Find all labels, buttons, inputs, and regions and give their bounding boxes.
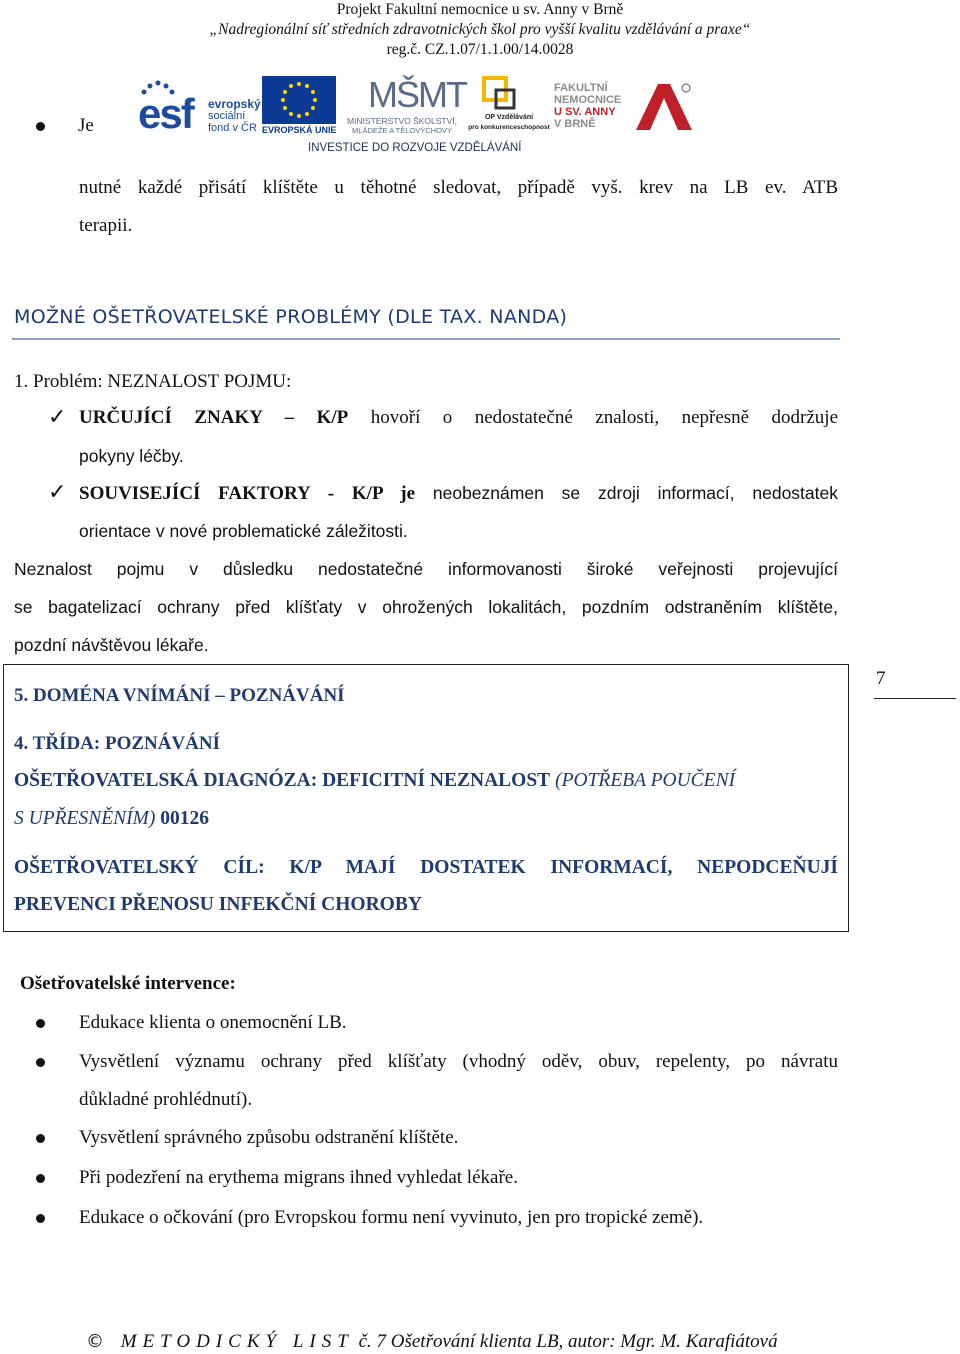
problem-item1-text: hovoří o nedostatečné znalosti, nepřesně dodržuje xyxy=(348,407,839,428)
esf-line1: evropský xyxy=(208,97,261,111)
op-emblem-icon xyxy=(468,76,550,116)
bullet-icon xyxy=(36,1134,45,1143)
intro-bullet-word: Je xyxy=(78,115,94,136)
eu-label: EVROPSKÁ UNIE xyxy=(262,125,337,135)
bullet-icon xyxy=(36,1174,45,1183)
footer-info: č. 7 Ošetřování klienta LB, autor: Mgr. M. Karafiátová xyxy=(353,1331,778,1352)
copyright-icon: © xyxy=(86,1331,104,1352)
header-project: Projekt Fakultní nemocnice u sv. Anny v Brně xyxy=(336,1,624,18)
op-logo xyxy=(468,76,550,136)
problem-item1-line2: pokyny léčby. xyxy=(79,446,184,466)
domain-heading: 5. DOMÉNA VNÍMÁNÍ – POZNÁVÁNÍ xyxy=(14,685,345,706)
intervention-item: Edukace klienta o onemocnění LB. xyxy=(79,1012,347,1033)
diagnosis-italic2: S UPŘESNĚNÍM) xyxy=(14,808,156,829)
problem-paragraph-line2: se bagatelizací ochrany před klíšťaty v ohrožených lokalitách, pozdním odstraněním klíštěte, xyxy=(14,597,838,617)
op-line2: pro konkurenceschopnost xyxy=(468,124,550,131)
checkmark-icon: ✓ xyxy=(48,480,67,505)
fn-line1: FAKULTNÍ xyxy=(554,82,608,94)
class-heading: 4. TŘÍDA: POZNÁVÁNÍ xyxy=(14,733,221,754)
bullet-icon xyxy=(36,1058,45,1067)
intervention-item: Edukace o očkování (pro Evropskou formu není vyvinuto, jen pro tropické země). xyxy=(79,1207,704,1228)
problem-item2 xyxy=(79,481,838,506)
problem-item1-label: URČUJÍCÍ ZNAKY – K/P xyxy=(79,407,349,428)
msmt-line2: MLÁDEŽE A TĚLOVÝCHOVY xyxy=(352,126,452,135)
fn-line3: U SV. ANNY xyxy=(554,106,616,118)
problem-item1 xyxy=(79,406,838,430)
intro-bullet-icon xyxy=(36,122,45,131)
msmt-logo xyxy=(340,76,464,136)
diagnosis-italic1: (POTŘEBA POUČENÍ xyxy=(550,770,736,791)
esf-logo xyxy=(136,78,261,137)
problem-item2-label: SOUVISEJÍCÍ FAKTORY - K/P je xyxy=(79,483,416,504)
interventions-heading: Ošetřovatelské intervence: xyxy=(20,973,236,994)
fn-line4: V BRNĚ xyxy=(554,118,596,130)
op-line1: OP Vzdělávání xyxy=(484,114,534,121)
msmt-line1: MINISTERSTVO ŠKOLSTVÍ, xyxy=(346,116,458,126)
section-divider xyxy=(12,338,840,340)
diagnosis-code: 00126 xyxy=(155,808,209,829)
fn-line2: NEMOCNICE xyxy=(554,94,622,106)
goal-line1: OŠETŘOVATELSKÝ CÍL: K/P MAJÍ DOSTATEK INFORMACÍ, NEPODCEŇUJÍ xyxy=(14,857,838,878)
bullet-icon xyxy=(36,1214,45,1223)
bullet-icon xyxy=(36,1019,45,1028)
intervention-item: Vysvětlení správného způsobu odstranění klíštěte. xyxy=(79,1127,459,1148)
problem-heading: 1. Problém: NEZNALOST POJMU: xyxy=(14,371,292,392)
esf-line3: fond v ČR xyxy=(208,122,257,134)
page-number-rule xyxy=(874,698,956,699)
diagnosis-line2 xyxy=(14,807,209,831)
problem-paragraph-line1: Neznalost pojmu v důsledku nedostatečné informovanosti široké veřejnosti projevující xyxy=(14,559,838,579)
diagnosis-line1 xyxy=(14,769,735,793)
logo-band xyxy=(136,76,696,158)
esf-mark: esf xyxy=(138,90,193,137)
investice-tagline: INVESTICE DO ROZVOJE VZDĚLÁVÁNÍ xyxy=(308,142,522,154)
page-number: 7 xyxy=(876,668,886,689)
intervention-item-continued: důkladné prohlédnutí). xyxy=(79,1089,253,1110)
footer-doc-type: METODICKÝ LIST xyxy=(120,1331,354,1352)
intro-line1: nutné každé přisátí klíštěte u těhotné sledovat, případě vyš. krev na LB ev. ATB xyxy=(79,177,838,198)
footer xyxy=(86,1330,778,1354)
eu-logo xyxy=(262,76,336,136)
problem-paragraph-line3: pozdní návštěvou lékaře. xyxy=(14,635,209,655)
section-title: MOŽNÉ OŠETŘOVATELSKÉ PROBLÉMY (DLE TAX. NANDA) xyxy=(14,306,568,328)
esf-line2: sociální xyxy=(208,110,246,122)
msmt-mark: MŠMT xyxy=(368,74,466,115)
header-reg-number: reg.č. CZ.1.07/1.1.00/14.0028 xyxy=(386,41,574,58)
intro-line2: terapii. xyxy=(79,215,133,236)
fnusa-a-icon xyxy=(630,82,694,132)
diagnosis-label: OŠETŘOVATELSKÁ DIAGNÓZA: DEFICITNÍ NEZNALOST xyxy=(14,770,551,791)
problem-item2-line2: orientace v nové problematické záležitosti. xyxy=(79,521,408,541)
intervention-item: Vysvětlení významu ochrany před klíšťaty (vhodný oděv, obuv, repelenty, po návratu xyxy=(79,1051,838,1072)
header-subtitle: „Nadregionální síť středních zdravotnických škol pro vyšší kvalitu vzdělávání a praxe“ xyxy=(209,21,751,38)
checkmark-icon: ✓ xyxy=(48,405,67,430)
problem-item2-text: neobeznámen se zdroji informací, nedostatek xyxy=(415,483,838,503)
intervention-item: Při podezření na erythema migrans ihned vyhledat lékaře. xyxy=(79,1167,518,1188)
fnusa-logo xyxy=(554,82,694,136)
eu-flag-icon xyxy=(262,76,336,124)
goal-line2: PREVENCI PŘENOSU INFEKČNÍ CHOROBY xyxy=(14,894,422,915)
